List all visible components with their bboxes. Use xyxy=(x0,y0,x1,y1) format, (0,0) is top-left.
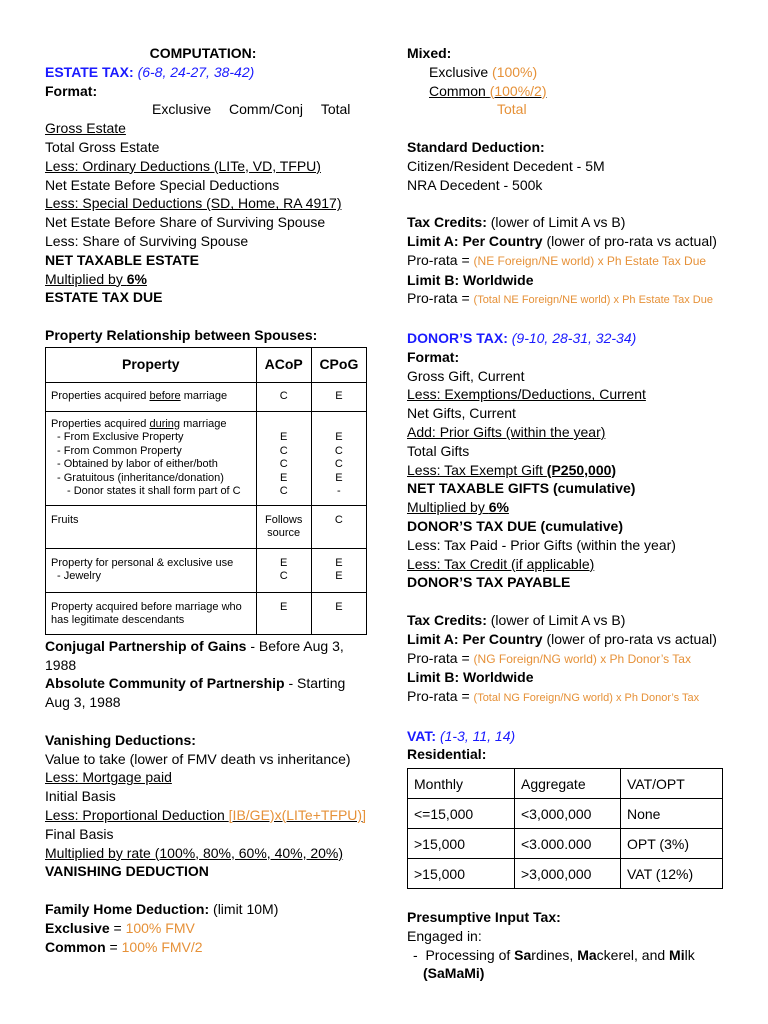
estate-limit-b: Limit B: Worldwide xyxy=(407,271,534,288)
property-relationship-table xyxy=(45,347,367,635)
donor-limit-b-prorata: Pro-rata = (Total NG Foreign/NG world) x Ph Donor’s Tax xyxy=(407,688,700,705)
value-to-take: Value to take (lower of FMV death vs inheritance) xyxy=(45,750,351,767)
vat-table xyxy=(407,768,723,889)
multiplied-by-rate: Multiplied by rate (100%, 80%, 60%, 40%, 20%) xyxy=(45,844,344,861)
less-exemptions: Less: Exemptions/Deductions, Current xyxy=(407,386,646,403)
table-row: >15,000 <3.000.000 OPT (3%) xyxy=(408,829,723,859)
estate-multiplied-by: Multiplied by 6% xyxy=(45,270,147,287)
estate-format-label: Format: xyxy=(45,82,98,99)
donor-tax-credits: Tax Credits: (lower of Limit A vs B) xyxy=(407,611,626,628)
property-relationship-heading: Property Relationship between Spouses: xyxy=(45,326,318,343)
table-header-row xyxy=(46,347,367,382)
donor-limit-a-prorata: Pro-rata = (NG Foreign/NG world) x Ph Donor’s Tax xyxy=(407,649,691,666)
table-row: Properties acquired during marriage - From Exclusive Property - From Common Property - Obtained by labor of either/both - Gratuitous (inheritance/donation) - Donor states it shall form part of C E C C E C E C C E - xyxy=(46,411,367,505)
total-gross-estate: Total Gross Estate xyxy=(45,138,160,155)
estate-limit-a-prorata: Pro-rata = (NE Foreign/NE world) x Ph Estate Tax Due xyxy=(407,251,707,268)
samami-label: (SaMaMi) xyxy=(423,965,485,982)
vanishing-deduction: VANISHING DEDUCTION xyxy=(45,863,209,880)
absolute-community: Absolute Community of Partnership - Starting xyxy=(45,675,346,692)
table-row: Properties acquired before marriage C E xyxy=(46,382,367,411)
header-cpog: CPoG xyxy=(311,347,366,382)
less-proportional: Less: Proportional Deduction [IB/GE)x(LITe+TFPU)] xyxy=(45,806,366,823)
right-column xyxy=(407,44,742,983)
table-row: >15,000 >3,000,000 VAT (12%) xyxy=(408,859,723,889)
donor-format-label: Format: xyxy=(407,348,460,365)
mixed-total: Total xyxy=(497,101,527,118)
residential-label: Residential: xyxy=(407,746,487,763)
citizen-deduction: Citizen/Resident Decedent - 5M xyxy=(407,157,605,174)
estate-tax-credits: Tax Credits: (lower of Limit A vs B) xyxy=(407,214,626,231)
donor-limit-b: Limit B: Worldwide xyxy=(407,669,534,686)
family-home-exclusive: Exclusive = 100% FMV xyxy=(45,919,195,936)
less-share-spouse: Less: Share of Surviving Spouse xyxy=(45,232,249,249)
estate-limit-b-prorata: Pro-rata = (Total NE Foreign/NE world) x Ph Estate Tax Due xyxy=(407,290,713,307)
mixed-heading: Mixed: xyxy=(407,45,452,61)
estate-limit-a: Limit A: Per Country (lower of pro-rata vs actual) xyxy=(407,232,717,249)
less-tax-exempt-gift: Less: Tax Exempt Gift (P250,000) xyxy=(407,461,617,478)
net-gifts: Net Gifts, Current xyxy=(407,405,516,422)
format-columns: Exclusive Comm/Conj Total xyxy=(152,101,351,118)
mixed-exclusive: Exclusive (100%) xyxy=(429,63,538,80)
donor-limit-a: Limit A: Per Country (lower of pro-rata vs actual) xyxy=(407,630,717,647)
conjugal-partnership: Conjugal Partnership of Gains - Before Aug 3, xyxy=(45,637,344,654)
less-ordinary-deductions: Less: Ordinary Deductions (LITe, VD, TFPU) xyxy=(45,157,321,174)
total-gifts: Total Gifts xyxy=(407,442,470,459)
computation-heading: COMPUTATION: xyxy=(149,45,257,61)
net-taxable-gifts: NET TAXABLE GIFTS (cumulative) xyxy=(407,480,636,497)
vat-heading: VAT: (1-3, 11, 14) xyxy=(407,727,516,744)
family-home-heading: Family Home Deduction: (limit 10M) xyxy=(45,900,279,917)
family-home-common: Common = 100% FMV/2 xyxy=(45,938,203,955)
final-basis: Final Basis xyxy=(45,825,114,842)
add-prior-gifts: Add: Prior Gifts (within the year) xyxy=(407,423,606,440)
initial-basis: Initial Basis xyxy=(45,788,116,805)
table-row: Property acquired before marriage who has legitimate descendants E E xyxy=(46,592,367,634)
mixed-common: Common (100%/2) xyxy=(429,82,547,99)
less-tax-paid: Less: Tax Paid - Prior Gifts (within the year) xyxy=(407,536,676,553)
estate-tax-heading: ESTATE TAX: (6-8, 24-27, 38-42) xyxy=(45,63,255,80)
donors-tax-heading: DONOR’S TAX: (9-10, 28-31, 32-34) xyxy=(407,329,637,346)
estate-tax-due: ESTATE TAX DUE xyxy=(45,289,163,306)
donor-multiplied-by: Multiplied by 6% xyxy=(407,499,509,516)
gross-gift: Gross Gift, Current xyxy=(407,367,525,384)
table-row: Fruits Follows source C xyxy=(46,505,367,548)
less-special-deductions: Less: Special Deductions (SD, Home, RA 4917) xyxy=(45,195,342,212)
table-row: <=15,000 <3,000,000 None xyxy=(408,799,723,829)
standard-deduction-heading: Standard Deduction: xyxy=(407,138,545,155)
nra-deduction: NRA Decedent - 500k xyxy=(407,176,543,193)
table-row: Monthly Aggregate VAT/OPT xyxy=(408,769,723,799)
engaged-in: Engaged in: xyxy=(407,927,482,944)
net-estate-before-special: Net Estate Before Special Deductions xyxy=(45,176,280,193)
presumptive-input-tax-heading: Presumptive Input Tax: xyxy=(407,909,561,926)
vanishing-deductions-heading: Vanishing Deductions: xyxy=(45,731,196,748)
left-column xyxy=(45,44,375,956)
absolute-community-date: Aug 3, 1988 xyxy=(45,694,121,711)
donors-tax-payable: DONOR’S TAX PAYABLE xyxy=(407,574,571,591)
less-mortgage: Less: Mortgage paid xyxy=(45,769,172,786)
net-taxable-estate: NET TAXABLE ESTATE xyxy=(45,251,199,268)
less-tax-credit: Less: Tax Credit (if applicable) xyxy=(407,555,595,572)
processing-item: - Processing of Sardines, Mackerel, and Milk xyxy=(413,946,695,963)
gross-estate: Gross Estate xyxy=(45,120,126,137)
net-estate-before-share: Net Estate Before Share of Surviving Spouse xyxy=(45,214,326,231)
header-property: Property xyxy=(46,347,257,382)
conjugal-partnership-date: 1988 xyxy=(45,656,77,673)
donors-tax-due: DONOR’S TAX DUE (cumulative) xyxy=(407,517,623,534)
table-row: Property for personal & exclusive use - Jewelry E C E E xyxy=(46,548,367,592)
header-acop: ACoP xyxy=(256,347,311,382)
